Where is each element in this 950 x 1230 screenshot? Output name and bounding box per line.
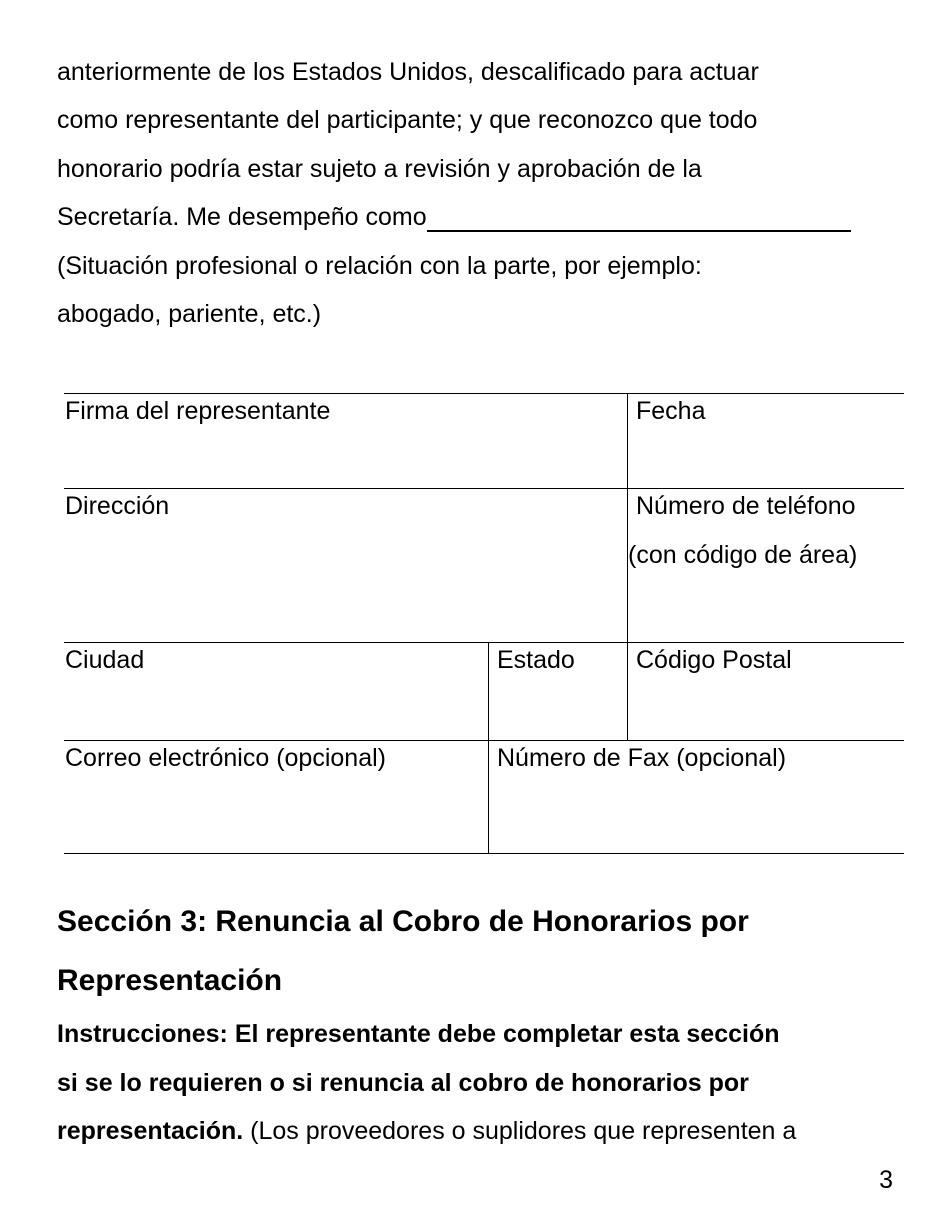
intro-paragraph (57, 48, 907, 338)
intro-line-4 (57, 193, 907, 241)
intro-line-6: abogado, pariente, etc.) (57, 300, 322, 329)
section-3-instructions (57, 1010, 917, 1156)
zip-field-label: Código Postal (636, 646, 792, 674)
signature-field[interactable] (64, 394, 627, 488)
phone-field-label-area-code: (con código de área) (628, 541, 858, 569)
instructions-line-2: si se lo requieren o si renuncia al cobro de honorarios por (57, 1068, 749, 1097)
instructions-continuation: (Los proveedores o suplidores que representen a (243, 1117, 797, 1145)
date-field[interactable] (628, 394, 904, 488)
email-field-label: Correo electrónico (opcional) (65, 744, 386, 772)
instructions-bold-end: representación. (57, 1117, 244, 1145)
instructions-line-3 (57, 1107, 917, 1156)
date-field-label: Fecha (636, 397, 706, 425)
profession-label: Secretaría. Me desempeño como (57, 203, 427, 232)
intro-line-1: anteriormente de los Estados Unidos, descalificado para actuar (57, 58, 759, 86)
section-3-heading (57, 892, 917, 1010)
instructions-line-1: Instrucciones: El representante debe completar esta sección (57, 1020, 780, 1048)
address-field-label: Dirección (65, 492, 170, 520)
intro-line-3: honorario podría estar sujeto a revisión y aprobación de la (57, 154, 702, 183)
intro-line-2: como representante del participante; y que reconozco que todo (57, 106, 758, 135)
city-field-label: Ciudad (65, 646, 145, 674)
zip-field[interactable] (628, 643, 904, 740)
address-field[interactable] (64, 489, 627, 642)
state-field[interactable] (489, 643, 627, 740)
city-field[interactable] (64, 643, 488, 740)
phone-field-label: Número de teléfono (636, 492, 856, 520)
intro-line-5: (Situación profesional o relación con la parte, por ejemplo: (57, 251, 702, 280)
page-number: 3 (879, 1166, 893, 1194)
fax-field-label: Número de Fax (opcional) (497, 744, 787, 772)
fax-field[interactable] (489, 782, 904, 852)
signature-field-label: Firma del representante (65, 397, 331, 425)
profession-blank-field[interactable] (427, 200, 851, 232)
section-3-heading-line-1: Sección 3: Renuncia al Cobro de Honorarios por (57, 905, 749, 938)
representative-info-form (64, 393, 904, 854)
section-3-heading-line-2: Representación (57, 964, 283, 997)
email-field[interactable] (64, 782, 488, 852)
phone-field[interactable] (628, 580, 904, 642)
state-field-label: Estado (497, 646, 575, 674)
